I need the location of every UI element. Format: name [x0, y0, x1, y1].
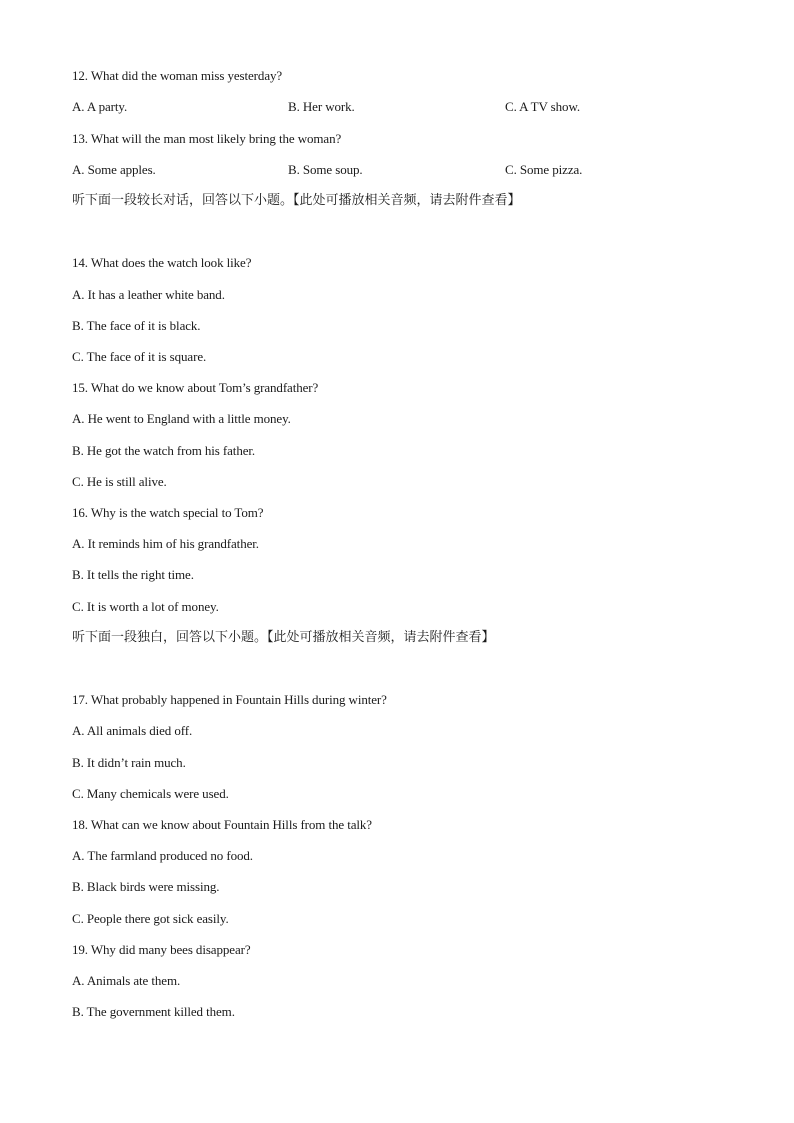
- question-14-option-c: C. The face of it is square.: [72, 349, 207, 364]
- question-18-option-a: A. The farmland produced no food.: [72, 848, 253, 863]
- question-13-option-b: B. Some soup.: [288, 162, 363, 177]
- question-17-option-b: B. It didn’t rain much.: [72, 755, 186, 770]
- question-19-option-b: B. The government killed them.: [72, 1004, 235, 1019]
- question-19-option-a: A. Animals ate them.: [72, 973, 181, 988]
- question-12-option-b: B. Her work.: [288, 99, 355, 114]
- question-16-option-b: B. It tells the right time.: [72, 567, 194, 582]
- question-12-option-a: A. A party.: [72, 99, 128, 114]
- question-17-option-a: A. All animals died off.: [72, 723, 193, 738]
- question-18-stem: 18. What can we know about Fountain Hills from the talk?: [72, 817, 372, 832]
- question-19-stem: 19. Why did many bees disappear?: [72, 942, 251, 957]
- question-17-option-c: C. Many chemicals were used.: [72, 786, 229, 801]
- question-15-option-a: A. He went to England with a little money.: [72, 411, 291, 426]
- question-14-option-b: B. The face of it is black.: [72, 318, 201, 333]
- question-16-stem: 16. Why is the watch special to Tom?: [72, 505, 264, 520]
- question-18-option-b: B. Black birds were missing.: [72, 879, 220, 894]
- question-12-stem: 12. What did the woman miss yesterday?: [72, 68, 283, 83]
- question-16-option-a: A. It reminds him of his grandfather.: [72, 536, 259, 551]
- question-16-option-c: C. It is worth a lot of money.: [72, 599, 219, 614]
- question-13-option-a: A. Some apples.: [72, 162, 156, 177]
- question-13-stem: 13. What will the man most likely bring the woman?: [72, 131, 342, 146]
- question-15-option-c: C. He is still alive.: [72, 474, 167, 489]
- question-15-stem: 15. What do we know about Tom’s grandfather?: [72, 380, 319, 395]
- question-13-option-c: C. Some pizza.: [505, 162, 583, 177]
- monologue-instruction: 听下面一段独白，回答以下小题。【此处可播放相关音频，请去附件查看】: [72, 630, 495, 645]
- question-12-option-c: C. A TV show.: [505, 99, 581, 114]
- question-15-option-b: B. He got the watch from his father.: [72, 443, 256, 458]
- question-14-stem: 14. What does the watch look like?: [72, 255, 252, 270]
- question-18-option-c: C. People there got sick easily.: [72, 911, 229, 926]
- question-14-option-a: A. It has a leather white band.: [72, 287, 225, 302]
- question-17-stem: 17. What probably happened in Fountain Hills during winter?: [72, 692, 387, 707]
- long-dialogue-instruction: 听下面一段较长对话，回答以下小题。【此处可播放相关音频，请去附件查看】: [72, 193, 521, 208]
